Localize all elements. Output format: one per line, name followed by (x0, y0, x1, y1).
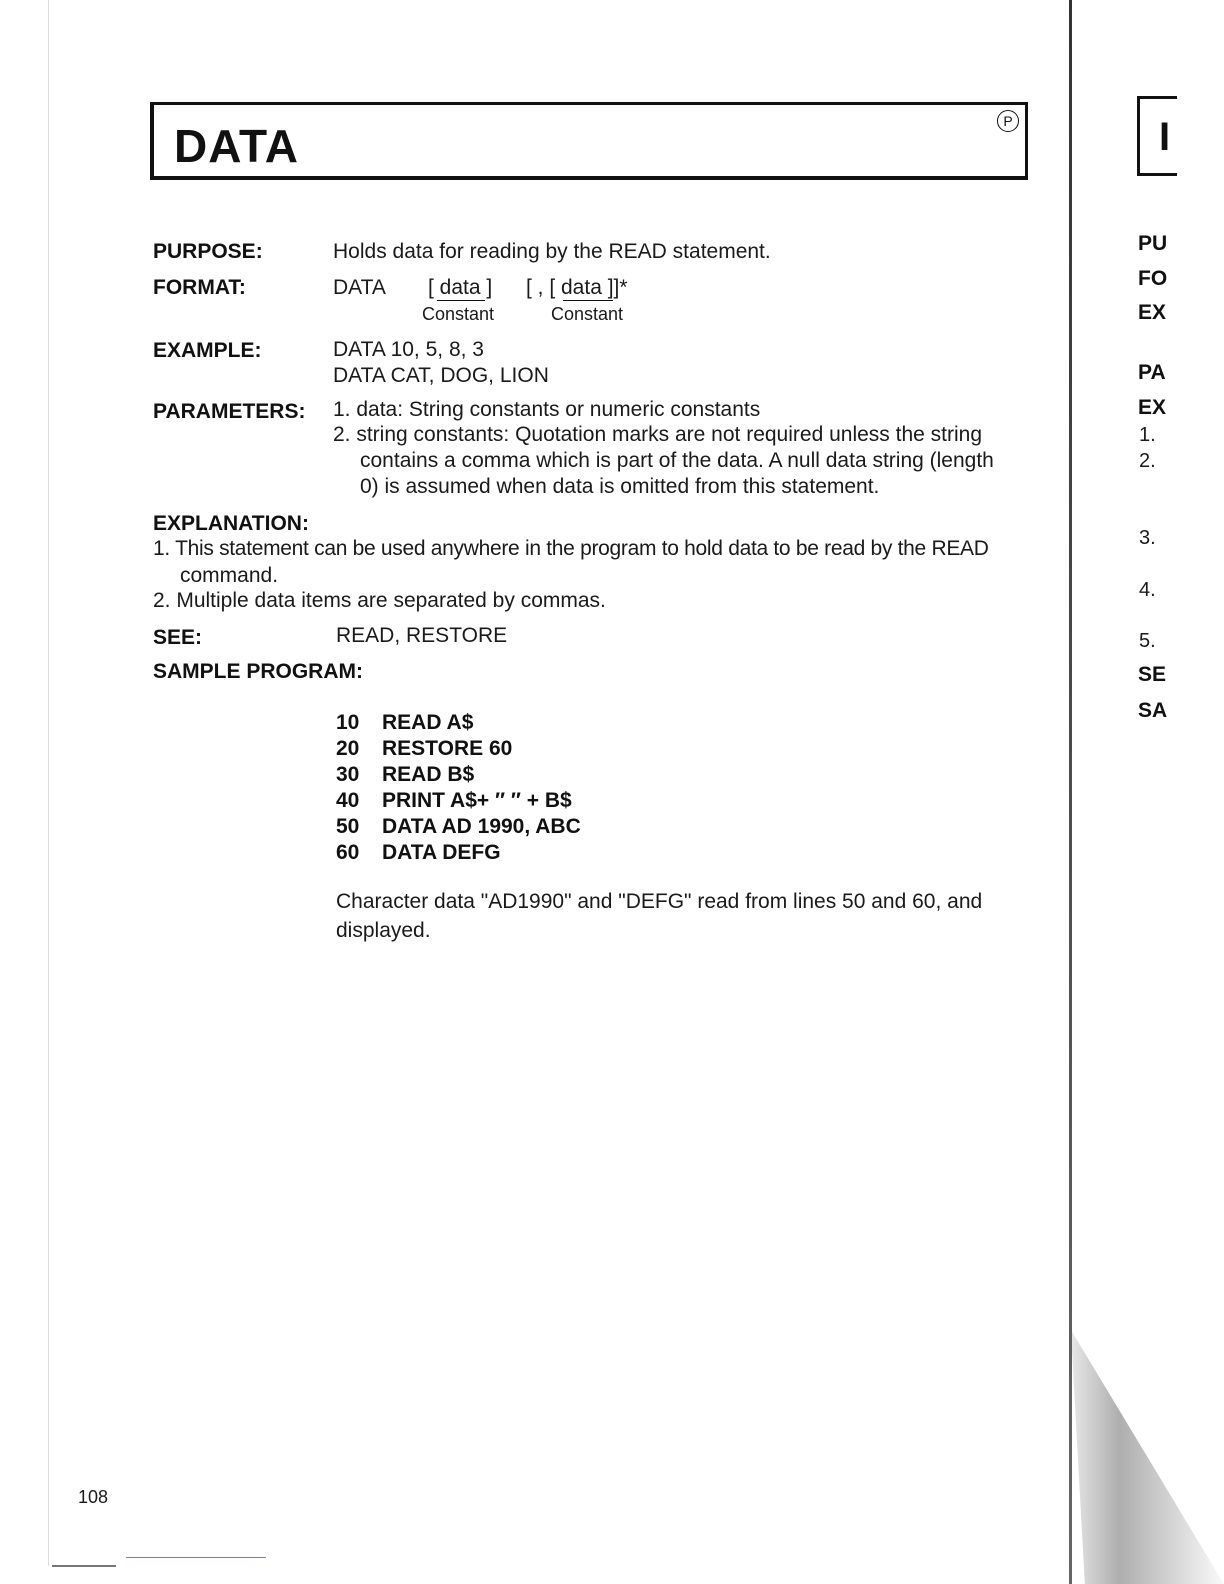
next-page-label: EX (1138, 396, 1167, 419)
parameters-label: PARAMETERS: (153, 400, 306, 423)
page-title: DATA (174, 120, 299, 172)
format-keyword: DATA (333, 276, 386, 299)
format-arg2-underline (563, 300, 613, 301)
next-page-label: EX (1138, 301, 1167, 324)
sample-note: Character data "AD1990" and "DEFG" read from lines 50 and 60, and (336, 890, 983, 913)
code-line-text: DATA DEFG (382, 841, 501, 864)
next-page-title-box (1137, 96, 1177, 176)
purpose-label: PURPOSE: (153, 240, 263, 263)
explanation-label: EXPLANATION: (153, 512, 309, 535)
format-arg2: [ , [ data ]]* (526, 276, 628, 299)
sample-program-label: SAMPLE PROGRAM: (153, 660, 363, 683)
parameter-item-cont: 0) is assumed when data is omitted from this statement. (360, 475, 880, 498)
format-arg1-underline (437, 300, 485, 301)
code-line-number: 60 (336, 841, 360, 864)
next-page-label: PU (1138, 232, 1168, 255)
book-spine (1069, 0, 1072, 1584)
page-number: 108 (78, 1487, 109, 1507)
next-page-number: 3. (1139, 527, 1156, 549)
explanation-item: 1. This statement can be used anywhere in the program to hold data to be read by the READ (153, 537, 989, 560)
page-edge-bottom (52, 1565, 116, 1567)
example-label: EXAMPLE: (153, 339, 262, 362)
next-page-label: SA (1138, 699, 1168, 722)
next-page-number: 5. (1139, 630, 1156, 652)
see-text: READ, RESTORE (336, 624, 508, 647)
see-label: SEE: (153, 626, 203, 649)
title-box (150, 102, 1028, 180)
code-line-number: 40 (336, 789, 360, 812)
format-label: FORMAT: (153, 276, 246, 299)
scan-artifact-line (126, 1557, 266, 1558)
next-page-number: 1. (1139, 424, 1156, 446)
purpose-text: Holds data for reading by the READ statement. (333, 240, 771, 263)
parameter-item: 2. string constants: Quotation marks are not required unless the string (333, 423, 983, 446)
next-page-label: SE (1138, 663, 1167, 686)
example-line: DATA 10, 5, 8, 3 (333, 338, 484, 361)
code-line-number: 50 (336, 815, 360, 838)
code-line-number: 30 (336, 763, 360, 786)
example-line: DATA CAT, DOG, LION (333, 364, 549, 387)
code-line-text: DATA AD 1990, ABC (382, 815, 581, 838)
next-page-label: FO (1138, 267, 1168, 290)
p-circle-icon: P (997, 110, 1019, 132)
next-page-title-char: I (1159, 115, 1171, 159)
format-sub2: Constant (551, 304, 624, 324)
code-line-text: PRINT A$+ ″ ″ + B$ (382, 789, 572, 812)
format-arg1: [ data ] (428, 276, 493, 299)
code-line-text: RESTORE 60 (382, 737, 513, 760)
code-line-number: 10 (336, 711, 360, 734)
explanation-item-cont: command. (180, 564, 279, 587)
next-page-number: 4. (1139, 579, 1156, 601)
code-line-number: 20 (336, 737, 360, 760)
code-line-text: READ A$ (382, 711, 474, 734)
explanation-item: 2. Multiple data items are separated by commas. (153, 589, 606, 612)
code-line-text: READ B$ (382, 763, 475, 786)
next-page-label: PA (1138, 361, 1166, 384)
sample-note-cont: displayed. (336, 919, 431, 942)
next-page-number: 2. (1139, 450, 1156, 472)
parameter-item-cont: contains a comma which is part of the data. A null data string (length (360, 449, 994, 472)
page-edge-left (48, 0, 49, 1566)
parameter-item: 1. data: String constants or numeric constants (333, 398, 761, 421)
spine-shadow (1050, 1330, 1224, 1584)
format-sub1: Constant (422, 304, 495, 324)
